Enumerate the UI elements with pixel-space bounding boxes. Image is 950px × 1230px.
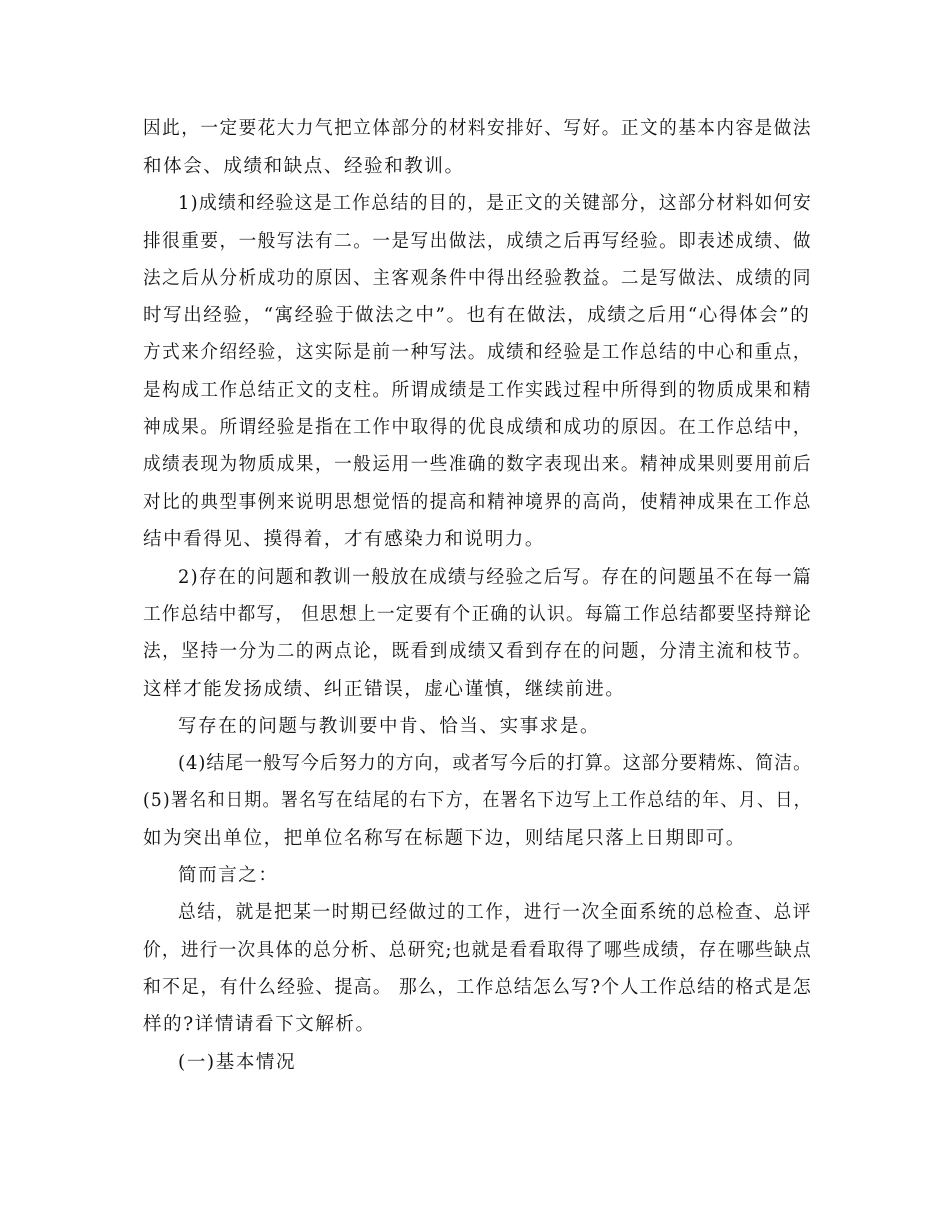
text-line: 成绩表现为物质成果，一般运用一些准确的数字表现出来。精神成果则要用前后 [143, 454, 812, 475]
text-line: 样的?详情请看下文解析。 [143, 1014, 376, 1035]
text-line: 结中看得见、摸得着，才有感染力和说明力。 [143, 529, 546, 550]
text-line: 神成果。所谓经验是指在工作中取得的优良成绩和成功的原因。在工作总结中， [143, 417, 812, 438]
text-line: 排很重要，一般写法有二。一是写出做法，成绩之后再写经验。即表述成绩、做 [143, 231, 812, 252]
text-line: 这样才能发扬成绩、纠正错误，虚心谨慎，继续前进。 [143, 679, 626, 700]
text-line: 写存在的问题与教训要中肯、恰当、实事求是。 [178, 716, 601, 737]
text-line: 法，坚持一分为二的两点论，既看到成绩又看到存在的问题，分清主流和枝节。 [143, 641, 812, 662]
text-line: 简而言之： [178, 865, 279, 886]
text-line: 和不足，有什么经验、提高。 那么，工作总结怎么写?个人工作总结的格式是怎 [143, 977, 812, 998]
text-line: 1)成绩和经验这是工作总结的目的，是正文的关键部分，这部分材料如何安 [178, 193, 812, 214]
text-line: 是构成工作总结正文的支柱。所谓成绩是工作实践过程中所得到的物质成果和精 [143, 380, 812, 401]
text-line: 2)存在的问题和教训一般放在成绩与经验之后写。存在的问题虽不在每一篇 [178, 567, 812, 588]
text-line: 时写出经验，“寓经验于做法之中”。也有在做法，成绩之后用“心得体会”的 [143, 305, 811, 326]
text-line: 对比的典型事例来说明思想觉悟的提高和精神境界的高尚，使精神成果在工作总 [143, 492, 812, 513]
text-line: 工作总结中都写， 但思想上一定要有个正确的认识。每篇工作总结都要坚持辩论 [143, 604, 812, 625]
section-heading: (一)基本情况 [178, 1052, 297, 1073]
text-line: 和体会、成绩和缺点、经验和教训。 [143, 156, 465, 177]
text-line: 总结，就是把某一时期已经做过的工作，进行一次全面系统的总检查、总评 [178, 902, 812, 923]
text-line: 如为突出单位，把单位名称写在标题下边，则结尾只落上日期即可。 [143, 828, 747, 849]
text-line: 因此，一定要花大力气把立体部分的材料安排好、写好。正文的基本内容是做法 [143, 118, 812, 139]
text-line: 价，进行一次具体的总分析、总研究;也就是看看取得了哪些成绩，存在哪些缺点 [143, 940, 812, 961]
text-line: (4)结尾一般写今后努力的方向，或者写今后的打算。这部分要精炼、简洁。 [178, 753, 812, 774]
text-line: (5)署名和日期。署名写在结尾的右下方，在署名下边写上工作总结的年、月、日， [143, 790, 812, 811]
text-line: 方式来介绍经验，这实际是前一种写法。成绩和经验是工作总结的中心和重点， [143, 342, 812, 363]
text-line: 法之后从分析成功的原因、主客观条件中得出经验教益。二是写做法、成绩的同 [143, 268, 812, 289]
